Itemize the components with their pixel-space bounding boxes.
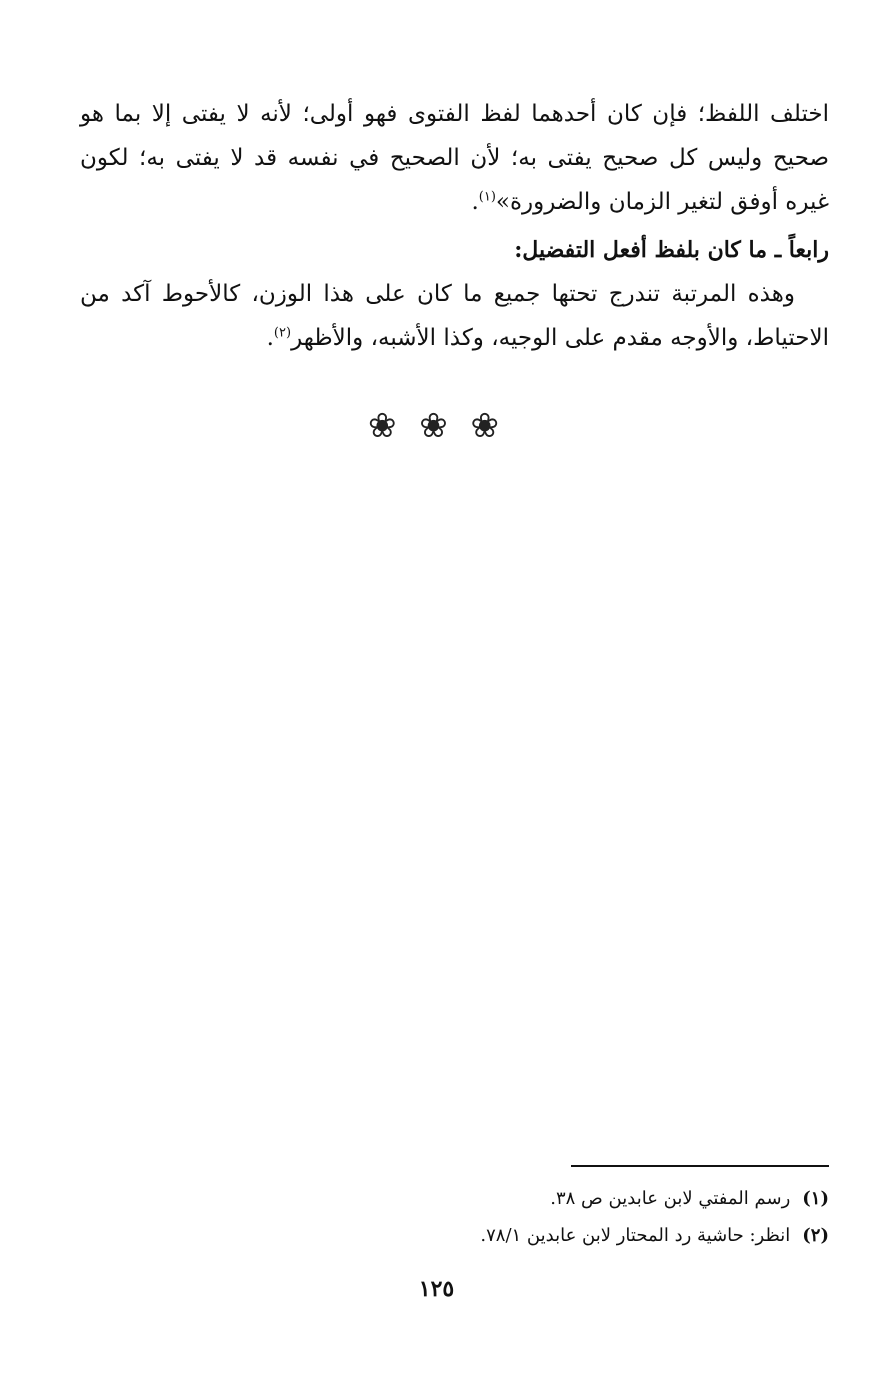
footnote-1-text: رسم المفتي لابن عابدين ص ٣٨. <box>550 1188 791 1209</box>
paragraph-1-end: . <box>471 189 479 215</box>
paragraph-2-text: وهذه المرتبة تندرج تحتها جميع ما كان على هذا الوزن، كالأحوط آكد من الاحتياط، والأوجه مقدم على الوجيه، وكذا الأشبه، والأظهر <box>80 281 829 351</box>
footnotes <box>80 1180 829 1254</box>
paragraph-1 <box>80 92 829 224</box>
footnote-separator <box>571 1165 829 1167</box>
footnote-1 <box>80 1180 829 1217</box>
main-text <box>80 92 829 360</box>
footnote-ref-1: (١) <box>478 189 496 205</box>
section-ornament-icon: ❀ ❀ ❀ <box>367 406 506 446</box>
section-heading: رابعاً ـ ما كان بلفظ أفعل التفضيل: <box>514 237 829 263</box>
footnote-2-number: (٢) <box>802 1225 829 1246</box>
paragraph-2 <box>80 272 829 360</box>
footnote-ref-2: (٢) <box>273 325 292 341</box>
paragraph-2-end: . <box>266 325 274 351</box>
paragraph-1-text: اختلف اللفظ؛ فإن كان أحدهما لفظ الفتوى فهو أولى؛ لأنه لا يفتى إلا بما هو صحيح وليس كل صحيح يفتى به؛ لأن الصحيح في نفسه قد لا يفتى به؛ لكون غيره أوفق لتغير الزمان والضرورة» <box>80 101 829 215</box>
page-number: ١٢٥ <box>418 1276 455 1302</box>
footnote-1-number: (١) <box>802 1188 829 1209</box>
footnote-2-text: انظر: حاشية رد المحتار لابن عابدين ٧٨/١. <box>480 1225 791 1246</box>
footnote-2 <box>80 1217 829 1254</box>
